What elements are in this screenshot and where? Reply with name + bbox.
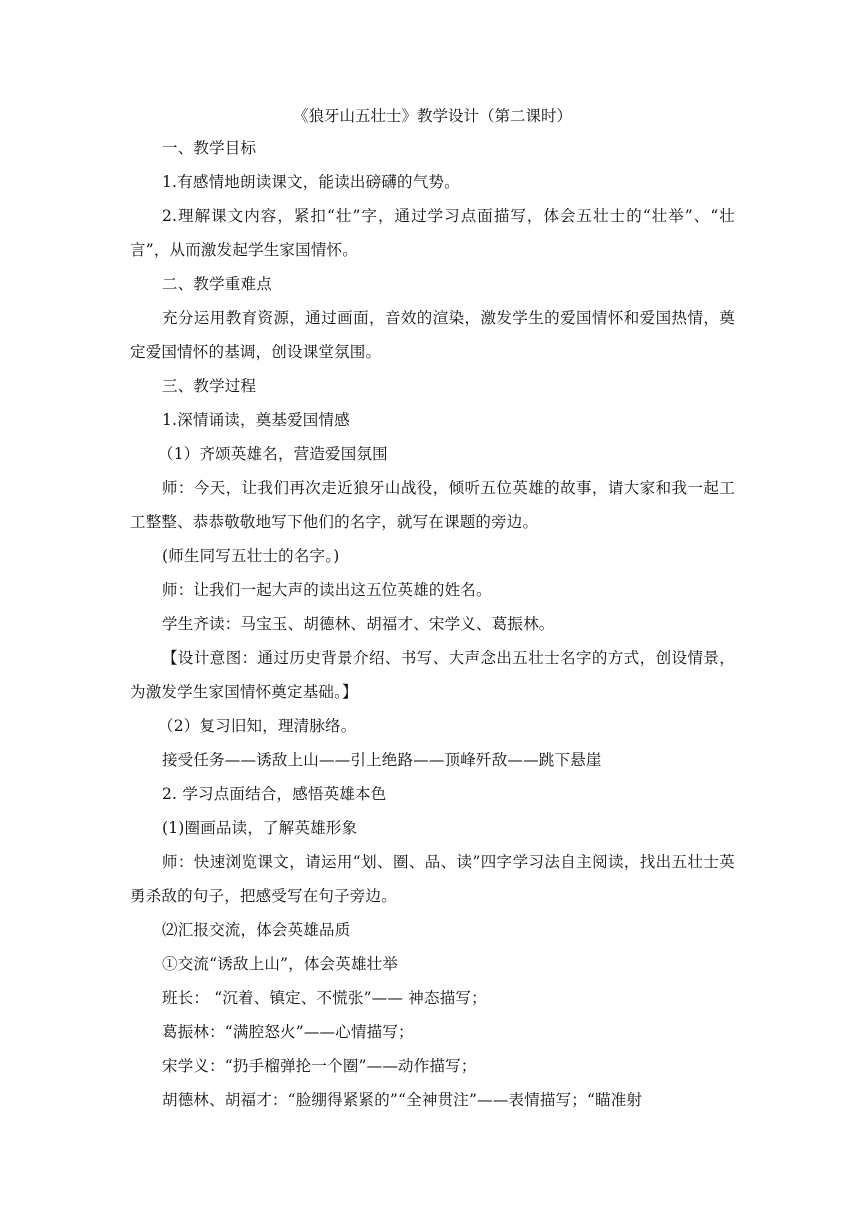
students-reading-line: 学生齐读：马宝玉、胡德林、胡福才、宋学义、葛振林。: [162, 615, 555, 633]
stage-direction-1: (师生同写五壮士的名字。): [162, 547, 340, 565]
section-heading-process: 三、教学过程: [162, 377, 257, 395]
process-step-1-heading: 1.深情诵读，奠基爱国情感: [162, 411, 350, 429]
analysis-line-hu-brothers: 胡德林、胡福才：“脸绷得紧紧的”“全神贯注”——表情描写；“瞄准射: [162, 1091, 643, 1109]
teacher-line-2: 师：让我们一起大声的读出这五位英雄的姓名。: [162, 581, 492, 599]
objective-item-1: 1.有感情地朗读课文，能读出磅礴的气势。: [162, 173, 460, 191]
analysis-line-song-xueyi: 宋学义：“扔手榴弹抡一个圈”——动作描写；: [162, 1057, 477, 1075]
analysis-line-monitor: 班长： “沉着、镇定、不慌张”—— 神态描写；: [162, 989, 487, 1007]
process-substep-1-1: （1）齐颂英雄名，营造爱国氛围: [158, 445, 388, 463]
teacher-line-1: 师：今天，让我们再次走近狼牙山战役，倾听五位英雄的故事，请大家和我一起工工整整、恭恭敬敬地写下他们的名字，就写在课题的旁边。: [130, 479, 735, 531]
section-heading-objectives: 一、教学目标: [162, 139, 257, 157]
process-substep-2-2: ⑵汇报交流，体会英雄品质: [162, 921, 351, 939]
process-substep-2-1: (1)圈画品读，了解英雄形象: [162, 819, 358, 837]
analysis-line-ge-zhenlin: 葛振林：“满腔怒火”——心情描写；: [162, 1023, 414, 1041]
teacher-line-3: 师：快速浏览课文，请运用“划、圈、品、读”四字学习法自主阅读，找出五壮士英勇杀敌的句子，把感受写在句子旁边。: [130, 853, 735, 905]
process-substep-1-2: （2）复习旧知，理清脉络。: [158, 717, 357, 735]
document-title: 《狼牙山五壮士》教学设计（第二课时）: [292, 107, 572, 125]
document-body: [130, 102, 735, 1117]
design-intent-note: 【设计意图：通过历史背景介绍、书写、大声念出五壮士名字的方式，创设情景，为激发学生家国情怀奠定基础。】: [130, 649, 735, 701]
key-points-paragraph: 充分运用教育资源，通过画面，音效的渲染，激发学生的爱国情怀和爱国热情，奠定爱国情怀的基调，创设课堂氛围。: [130, 309, 735, 361]
plot-outline-line: 接受任务——诱敌上山——引上绝路——顶峰歼敌——跳下悬崖: [162, 751, 602, 769]
exchange-heading-1: ①交流“诱敌上山”，体会英雄壮举: [162, 955, 399, 973]
process-step-2-heading: 2. 学习点面结合，感悟英雄本色: [162, 785, 387, 803]
objective-item-2: 2.理解课文内容，紧扣“壮”字，通过学习点面描写，体会五壮士的“壮举”、“壮言”，从而激发起学生家国情怀。: [130, 207, 735, 259]
section-heading-key-points: 二、教学重难点: [162, 275, 272, 293]
